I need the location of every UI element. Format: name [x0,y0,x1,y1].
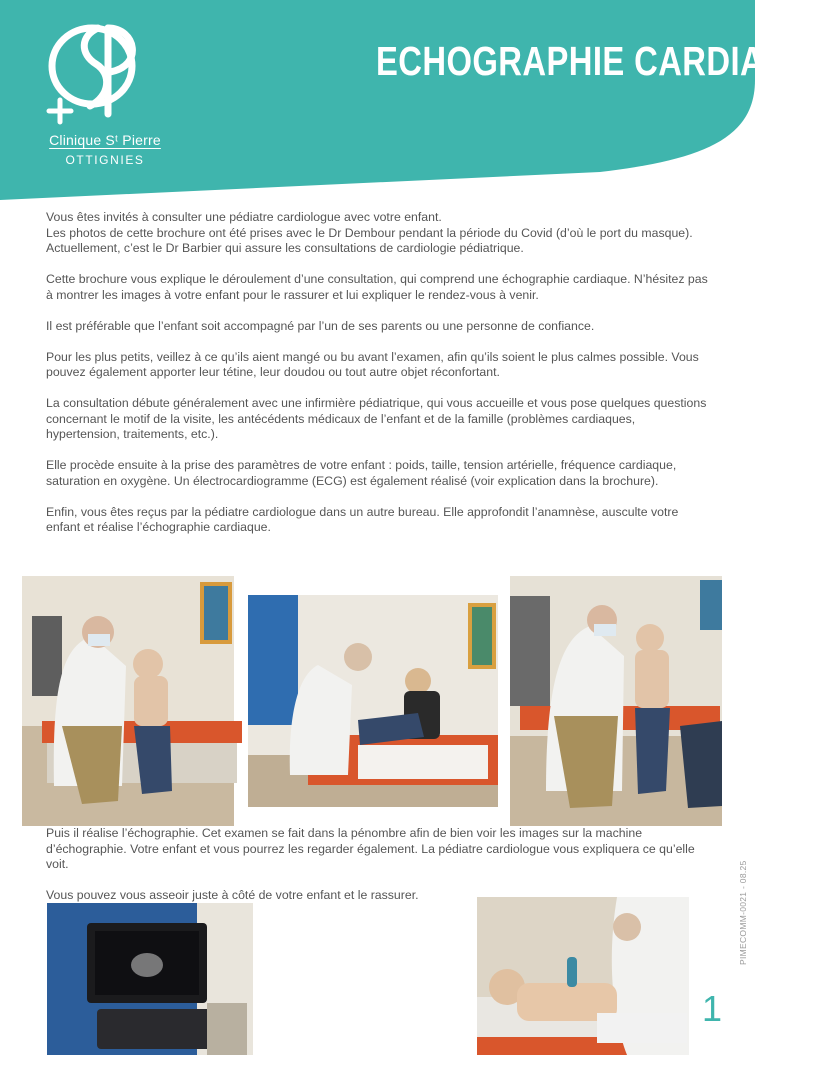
paragraph: Il est préférable que l’enfant soit accompagné par l’un de ses parents ou une personne de confiance. [46,318,595,333]
intro-text [46,210,712,551]
photo-ultrasound-machine [47,903,253,1055]
paragraph: Vous pouvez vous asseoir juste à côté de votre enfant et le rassurer. [46,888,419,902]
photo-auscultation-2 [510,576,722,826]
clinic-city: OTTIGNIES [65,153,145,167]
page-number: 1 [702,988,723,1029]
paragraph: La consultation débute généralement avec une infirmière pédiatrique, qui vous accueille et vous pose quelques questions concernant le motif de la visite, les antécédents médicaux de l’enfant et de la famille (problèmes cardiaques, hypertension, traitements, etc.). [46,396,707,441]
page-title: ECHOGRAPHIE CARDIAQUE [376,38,836,84]
clinic-name: Clinique Sᵗ Pierre [49,132,161,148]
document-code: PIMECOMM-0021 - 08.25 [738,860,748,965]
clinic-logo [40,14,170,174]
paragraph: Elle procède ensuite à la prise des paramètres de votre enfant : poids, taille, tension artérielle, fréquence cardiaque, saturation en oxygène. Un électrocardiogramme (ECG) est également réalisé (voir explication dans la brochure). [46,458,677,488]
paragraph: Puis il réalise l’échographie. Cet examen se fait dans la pénombre afin de bien voir les images sur la machine d’échographie. Votre enfant et vous pourrez les regarder également. La pédiatre cardiologue vous expliquera ce qu’elle voit. [46,826,695,871]
photo-auscultation-1 [22,576,234,826]
photo-examination-table [248,595,498,807]
paragraph: Pour les plus petits, veillez à ce qu’ils aient mangé ou bu avant l’examen, afin qu’ils soient le plus calmes possible. Vous pouvez également apporter leur tétine, leur doudou ou tout autre objet réconfortant. [46,349,699,379]
paragraph: Cette brochure vous explique le déroulement d’une consultation, qui comprend une échographie cardiaque. N’hésitez pas à montrer les images à votre enfant pour le rassurer et lui expliquer le rendez-vous à venir. [46,272,708,302]
photo-ultrasound-exam [477,897,689,1055]
paragraph: Enfin, vous êtes reçus par la pédiatre cardiologue dans un autre bureau. Elle approfondit l’anamnèse, ausculte votre enfant et réalise l’échographie cardiaque. [46,504,679,534]
logo-mark-icon [40,14,170,132]
paragraph: Vous êtes invités à consulter une pédiatre cardiologue avec votre enfant. Les photos de cette brochure ont été prises avec le Dr Dembour pendant la période du Covid (d’où le port du masque). Actuellement, c’est le Dr Barbier qui assure les consultations de cardiologie pédiatrique. [46,210,693,255]
